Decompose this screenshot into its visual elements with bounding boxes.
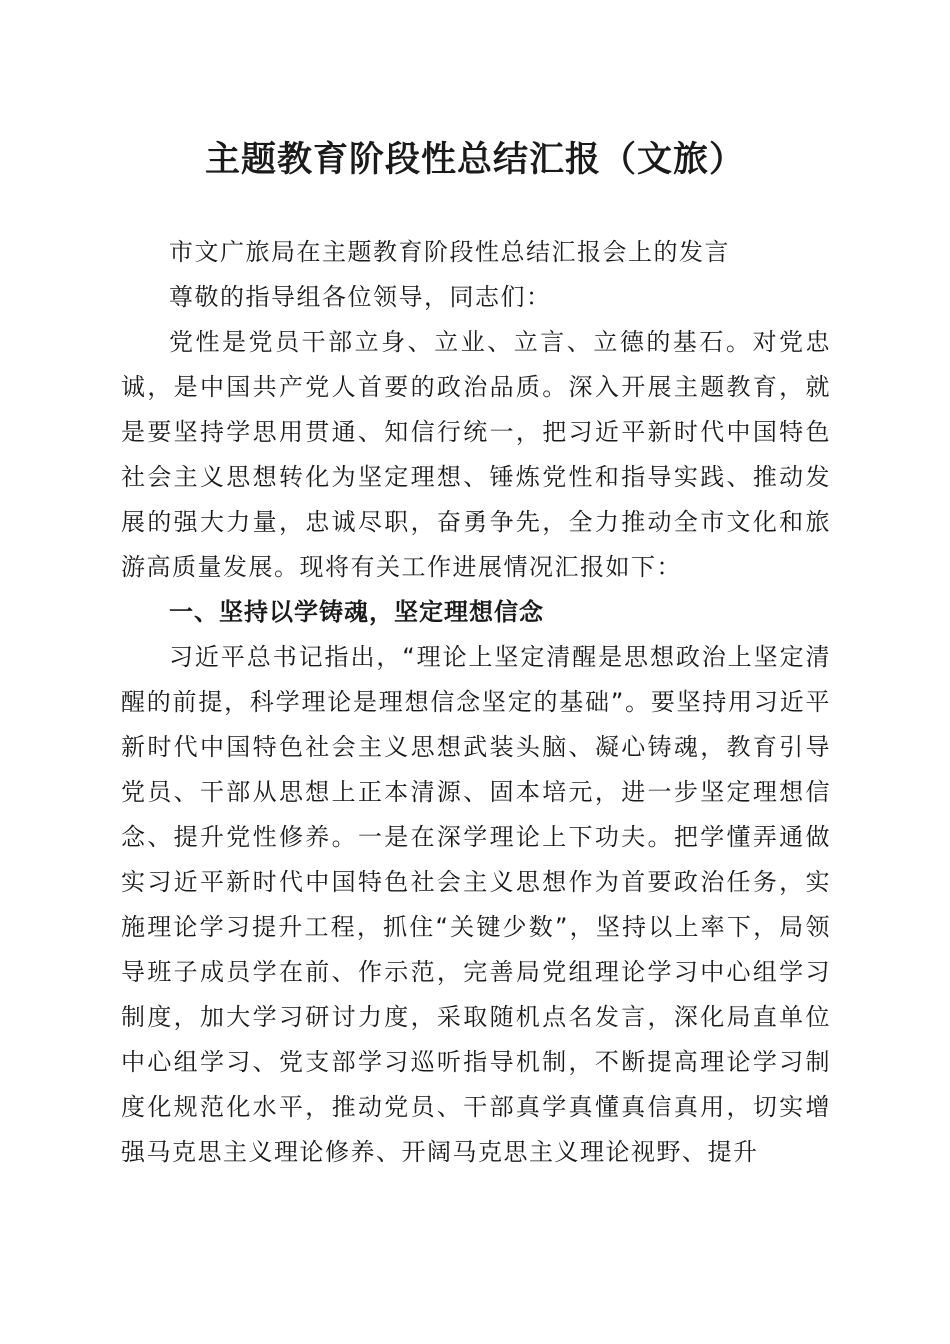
document-body (121, 230, 831, 1175)
subtitle-line: 市文广旅局在主题教育阶段性总结汇报会上的发言 (169, 238, 730, 266)
intro-paragraph: 党性是党员干部立身、立业、立言、立德的基石。对党忠诚，是中国共产党人首要的政治品质。深入开展主题教育，就是要坚持学思用贯通、知信行统一，把习近平新时代中国特色社会主义思想转化为坚定理想、锤炼党性和指导实践、推动发展的强大力量，忠诚尽职，奋勇争先，全力推动全市文化和旅游高质量发展。现将有关工作进展情况汇报如下： (121, 328, 831, 581)
salutation-line: 尊敬的指导组各位领导，同志们： (169, 283, 552, 311)
section-heading: 一、坚持以学铸魂，坚定理想信念 (169, 598, 544, 626)
document-title: 主题教育阶段性总结汇报（文旅） (204, 139, 745, 180)
section-paragraph: 习近平总书记指出，“理论上坚定清醒是思想政治上坚定清醒的前提，科学理论是理想信念坚定的基础”。要坚持用习近平新时代中国特色社会主义思想武装头脑、凝心铸魂，教育引导党员、干部从思想上正本清源、固本培元，进一步坚定理想信念、提升党性修养。一是在深学理论上下功夫。把学懂弄通做实习近平新时代中国特色社会主义思想作为首要政治任务，实施理论学习提升工程，抓住“关键少数”，坚持以上率下，局领导班子成员学在前、作示范，完善局党组理论学习中心组学习制度，加大学习研讨力度，采取随机点名发言，深化局直单位中心组学习、党支部学习巡听指导机制，不断提高理论学习制度化规范化水平，推动党员、干部真学真懂真信真用，切实增强马克思主义理论修养、开阔马克思主义理论视野、提升 (121, 643, 831, 1166)
